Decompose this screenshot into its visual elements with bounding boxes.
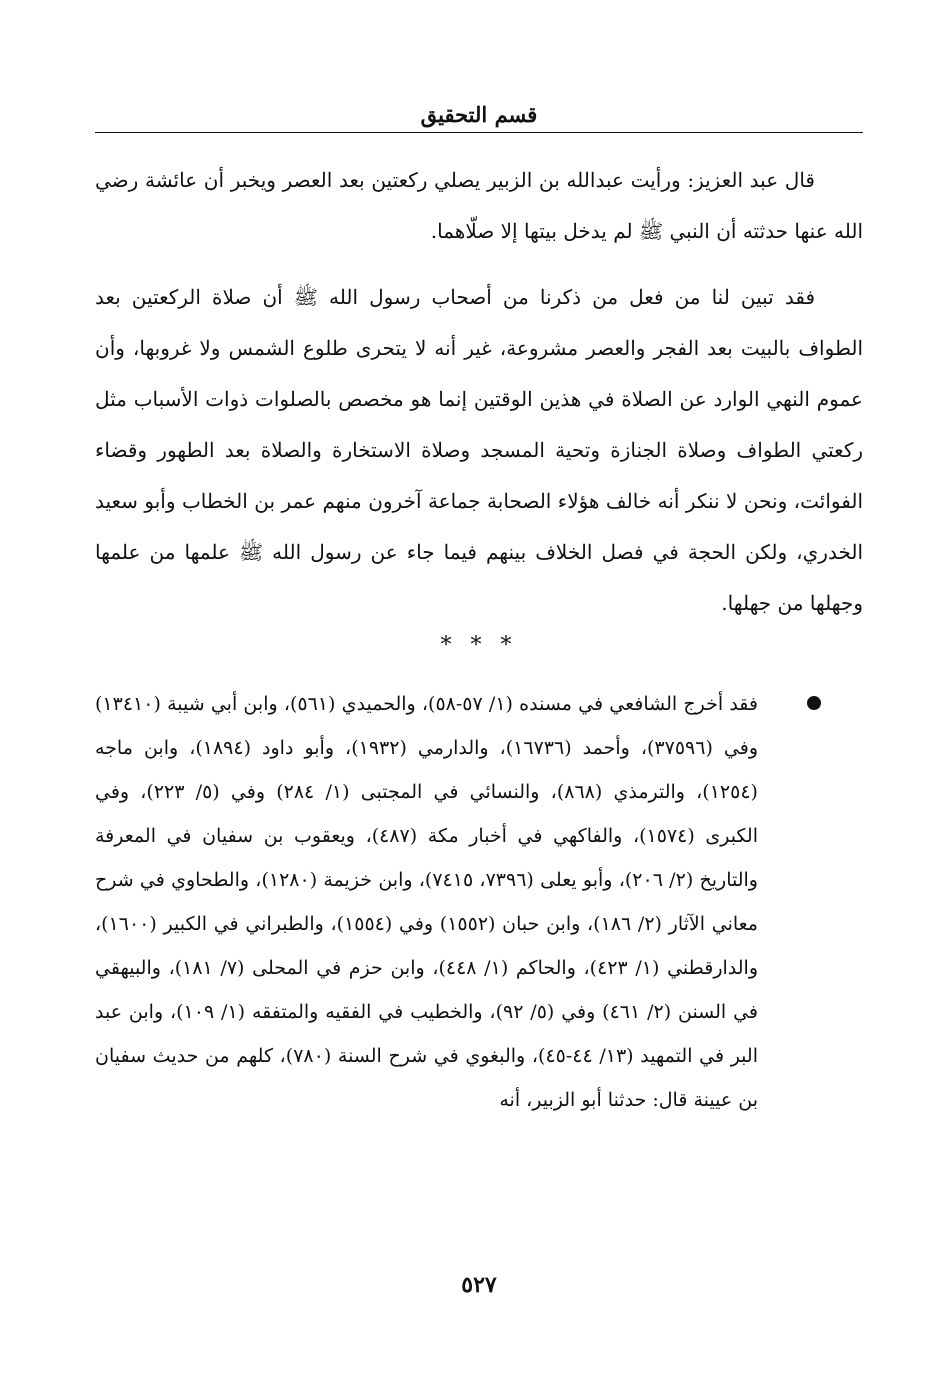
body-paragraph-1 [95,155,863,257]
footnote-block [95,682,863,1122]
page-number: ٥٢٧ [461,1272,497,1298]
footnote-text: فقد أخرج الشافعي في مسنده (١/ ٥٧-٥٨)، والحميدي (٥٦١)، وابن أبي شيبة (١٣٤١٠) وفي (٣٧٥٩٦)، وأحمد (١٦٧٣٦)، والدارمي (١٩٣٢)، وأبو داود (١٨٩٤)، وابن ماجه (١٢٥٤)، والترمذي (٨٦٨)، والنسائي في المجتبى (١/ ٢٨٤) وفي (٥/ ٢٢٣)، وفي الكبرى (١٥٧٤)، والفاكهي في أخبار مكة (٤٨٧)، ويعقوب بن سفيان في المعرفة والتاريخ (٢/ ٢٠٦)، وأبو يعلى (٧٣٩٦، ٧٤١٥)، وابن خزيمة (١٢٨٠)، والطحاوي في شرح معاني الآثار (٢/ ١٨٦)، وابن حبان (١٥٥٢) وفي (١٥٥٤)، والطبراني في الكبير (١٦٠٠)، والدارقطني (١/ ٤٢٣)، والحاكم (١/ ٤٤٨)، وابن حزم في المحلى (٧/ ١٨١)، والبيهقي في السنن (٢/ ٤٦١) وفي (٥/ ٩٢)، والخطيب في الفقيه والمتفقه (١/ ١٠٩)، وابن عبد البر في التمهيد (١٣/ ٤٤-٤٥)، والبغوي في شرح السنة (٧٨٠)، كلهم من حديث سفيان بن عيينة قال: حدثنا أبو الزبير، أنه [95,693,759,1111]
body-paragraph-2 [95,272,863,629]
running-header-title: قسم التحقيق [420,102,538,127]
header-divider [95,132,863,133]
section-separator: * * * [440,633,518,658]
paragraph-text: فقد تبين لنا من فعل من ذكرنا من أصحاب رسول الله ﷺ أن صلاة الركعتين بعد الطواف بالبيت بعد الفجر والعصر مشروعة، غير أنه لا يتحرى طلوع الشمس ولا غروبها، وأن عموم النهي الوارد عن الصلاة في هذين الوقتين إنما هو مخصص بالصلوات ذوات الأسباب مثل ركعتي الطواف وصلاة الجنازة وتحية المسجد وصلاة الاستخارة والصلاة بعد الطهور وقضاء الفوائت، ونحن لا ننكر أنه خالف هؤلاء الصحابة جماعة آخرون منهم عمر بن الخطاب وأبو سعيد الخدري، ولكن الحجة في فصل الخلاف بينهم فيما جاء عن رسول الله ﷺ علمها من علمها وجهلها من جهلها. [95,285,863,615]
paragraph-text: قال عبد العزيز: ورأيت عبدالله بن الزبير يصلي ركعتين بعد العصر ويخبر أن عائشة رضي الله عنها حدثته أن النبي ﷺ لم يدخل بيتها إلا صلّاهما. [95,168,863,243]
bullet-icon [807,696,821,710]
